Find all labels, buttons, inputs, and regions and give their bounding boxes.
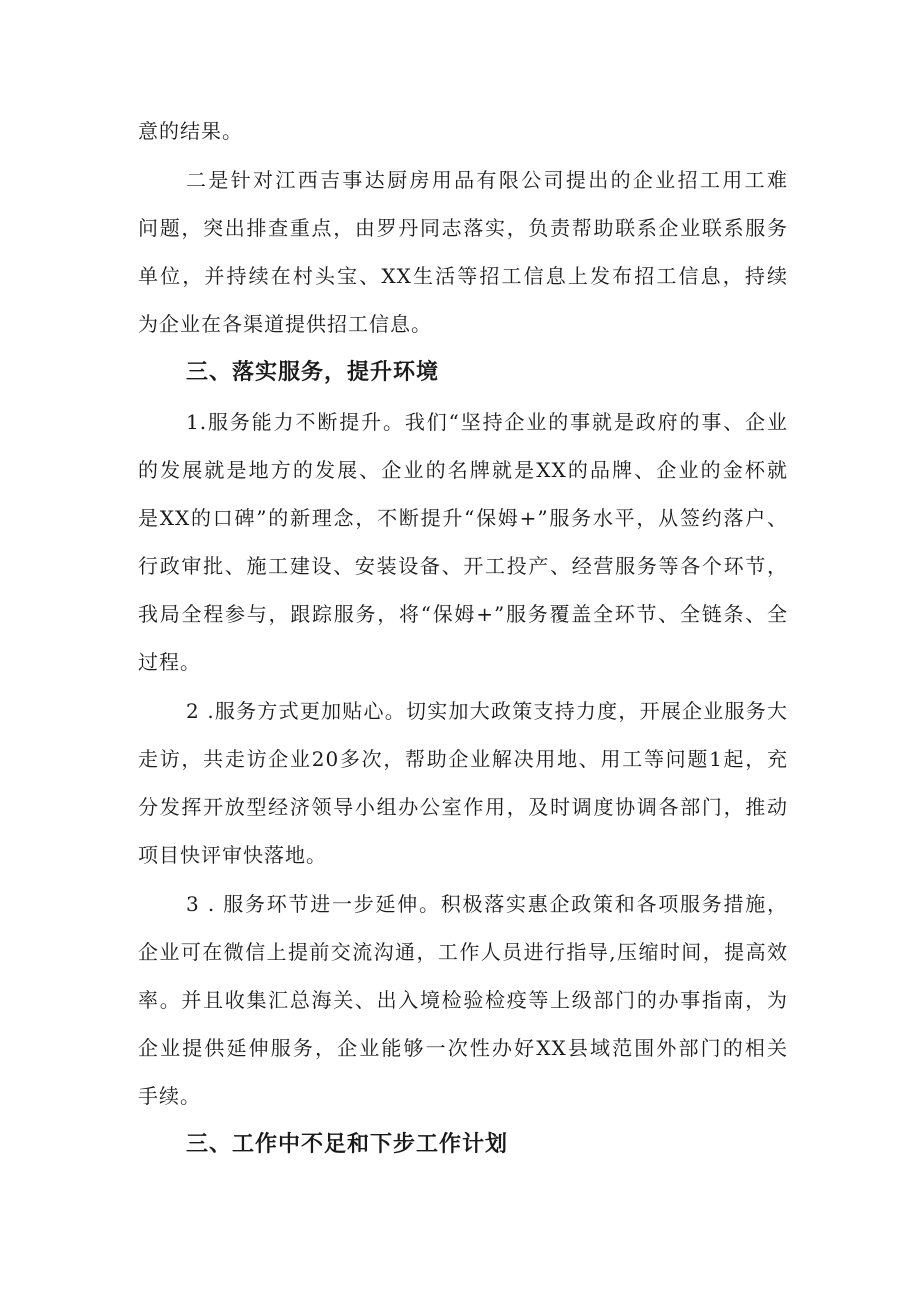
paragraph-line: 2 .服务方式更加贴心。切实加大政策支持力度，开展企业服务大: [186, 699, 788, 723]
paragraph-line: 意的结果。: [138, 119, 243, 143]
paragraph-line: 过程。: [138, 650, 201, 674]
paragraph-line: 二是针对江西吉事达厨房用品有限公司提出的企业招工用工难: [186, 168, 788, 192]
paragraph-line: 我局全程参与，跟踪服务，将“保姆+”服务覆盖全环节、全链条、全: [138, 602, 788, 626]
paragraph-line: 单位，并持续在村头宝、XX生活等招工信息上发布招工信息，持续: [138, 264, 788, 288]
paragraph-line: 企业提供延伸服务，企业能够一次性办好XX县域范围外部门的相关: [138, 1036, 788, 1060]
paragraph-line: 3 . 服务环节进一步延伸。积极落实惠企政策和各项服务措施，: [186, 892, 788, 916]
paragraph-line: 为企业在各渠道提供招工信息。: [138, 312, 432, 336]
section-heading: 三、落实服务，提升环境: [186, 360, 440, 385]
section-heading: 三、工作中不足和下步工作计划: [186, 1132, 509, 1157]
paragraph-line: 是XX的口碑”的新理念，不断提升“保姆+”服务水平，从签约落户、: [138, 506, 788, 530]
paragraph-line: 企业可在微信上提前交流沟通，工作人员进行指导,压缩时间，提高效: [138, 940, 788, 964]
paragraph-line: 项目快评审快落地。: [138, 843, 327, 867]
paragraph-line: 手续。: [138, 1084, 201, 1108]
paragraph-line: 行政审批、施工建设、安装设备、开工投产、经营服务等各个环节，: [138, 554, 788, 578]
paragraph-line: 问题，突出排查重点，由罗丹同志落实，负责帮助联系企业联系服务: [138, 216, 788, 240]
paragraph-line: 的发展就是地方的发展、企业的名牌就是XX的品牌、企业的金杯就: [138, 458, 788, 482]
paragraph-line: 率。并且收集汇总海关、出入境检验检疫等上级部门的办事指南，为: [138, 988, 788, 1012]
paragraph-line: 1.服务能力不断提升。我们“坚持企业的事就是政府的事、企业: [186, 410, 788, 434]
paragraph-line: 分发挥开放型经济领导小组办公室作用，及时调度协调各部门，推动: [138, 795, 788, 819]
paragraph-line: 走访，共走访企业20多次，帮助企业解决用地、用工等问题1起，充: [138, 747, 788, 771]
